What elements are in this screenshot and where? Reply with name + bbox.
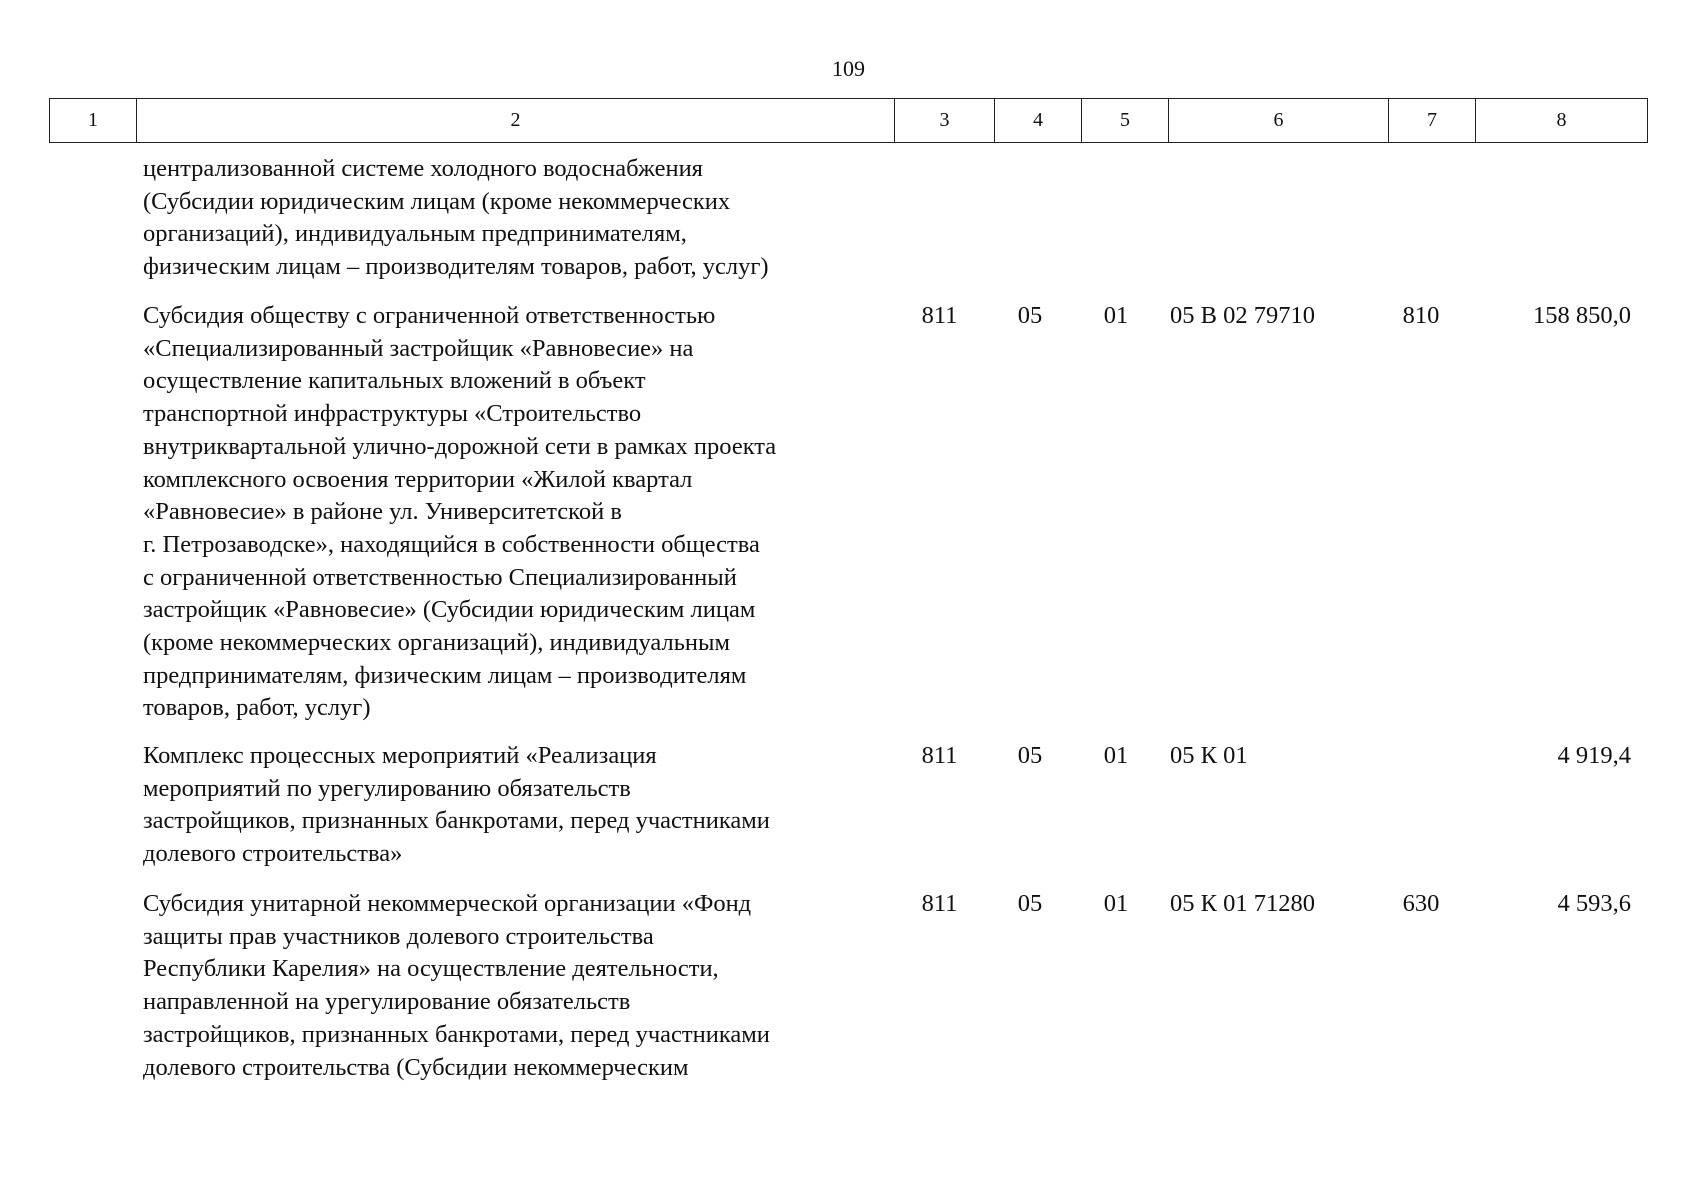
column-header-2: 2 (137, 99, 895, 143)
row-ministry-code: 811 (921, 742, 958, 769)
row-amount: 4 593,6 (1557, 890, 1631, 917)
column-header-1: 1 (50, 99, 137, 143)
row-section-code: 05 (1017, 302, 1043, 329)
column-header-8: 8 (1476, 99, 1648, 143)
column-header-6: 6 (1169, 99, 1389, 143)
row-target-article: 05 В 02 79710 (1170, 302, 1315, 329)
row-subsection-code: 01 (1103, 302, 1129, 329)
row-description: Комплекс процессных мероприятий «Реализация мероприятий по урегулированию обязательств застройщиков, признанных банкротами, перед участниками долевого строительства» (143, 742, 770, 868)
row-description: Субсидия унитарной некоммерческой организации «Фонд защиты прав участников долевого строительства Республики Карелия» на осуществление деятельности, направленной на урегулирование обязательств застройщиков, признанных банкротами, перед участниками долевого строительства (Субсидии некоммерческим (143, 890, 770, 1081)
row-subsection-code: 01 (1103, 742, 1129, 769)
column-header-3: 3 (895, 99, 995, 143)
row-amount: 4 919,4 (1557, 742, 1631, 769)
column-number-header (49, 98, 1648, 143)
row-target-article: 05 К 01 (1170, 742, 1248, 769)
column-header-4: 4 (995, 99, 1082, 143)
row-amount: 158 850,0 (1533, 302, 1631, 329)
row-target-article: 05 К 01 71280 (1170, 890, 1315, 917)
column-header-7: 7 (1389, 99, 1476, 143)
row-ministry-code: 811 (921, 890, 958, 917)
row-description: Субсидия обществу с ограниченной ответственностью «Специализированный застройщик «Равновесие» на осуществление капитальных вложений в объект транспортной инфраструктуры «Строительство внутриквартальной улично-дорожной сети в рамках проекта комплексного освоения территории «Жилой квартал «Равновесие» в районе ул. Университетской в г. Петрозаводске», находящийся в собственности общества с ограниченной ответственностью Специализированный застройщик «Равновесие» (Субсидии юридическим лицам (кроме некоммерческих организаций), индивидуальным предпринимателям, физическим лицам – производителям товаров, работ, услуг) (143, 302, 777, 722)
row-subsection-code: 01 (1103, 890, 1129, 917)
column-header-5: 5 (1082, 99, 1169, 143)
page-number: 109 (832, 56, 865, 81)
row-ministry-code: 811 (921, 302, 958, 329)
row-expense-type: 630 (1402, 890, 1440, 917)
row-expense-type: 810 (1402, 302, 1440, 329)
row-section-code: 05 (1017, 890, 1043, 917)
row-section-code: 05 (1017, 742, 1043, 769)
row-description: централизованной системе холодного водоснабжения (Субсидии юридическим лицам (кроме некоммерческих организаций), индивидуальным предпринимателям, физическим лицам – производителям товаров, работ, услуг) (143, 155, 769, 281)
